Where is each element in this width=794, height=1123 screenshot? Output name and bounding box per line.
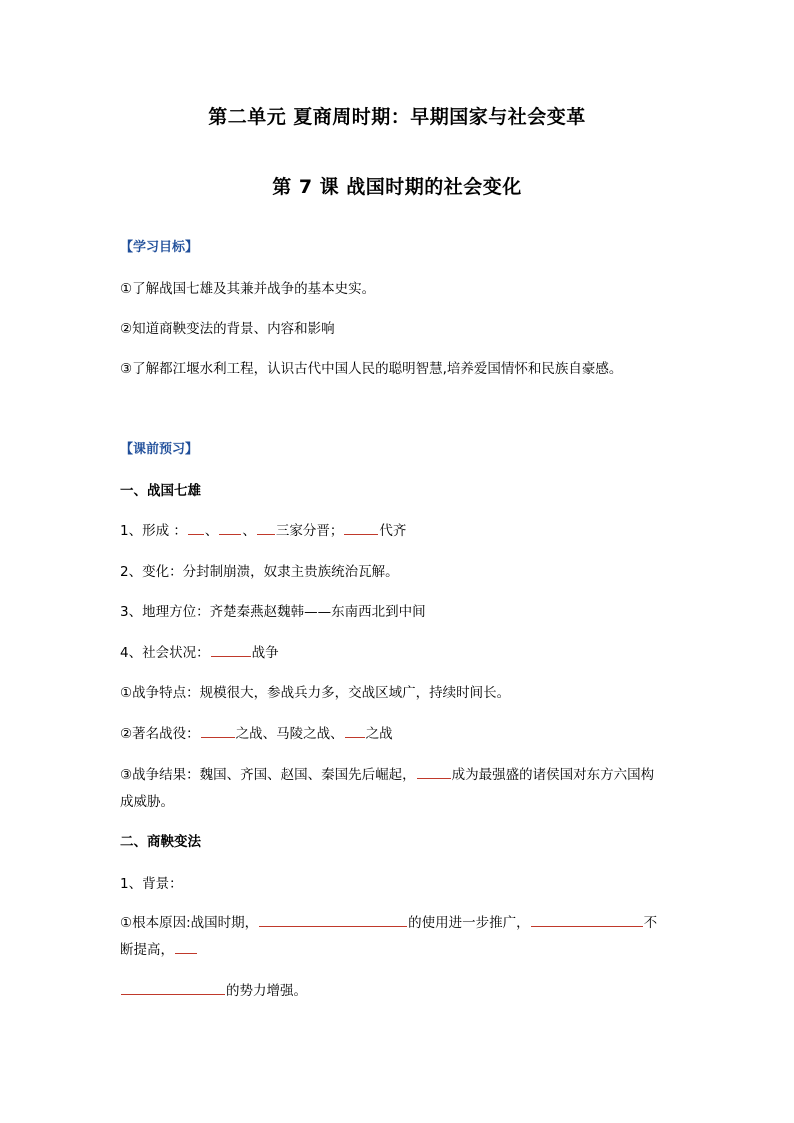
fill-blank[interactable]	[121, 980, 225, 995]
fill-blank[interactable]	[257, 520, 275, 535]
fill-blank[interactable]	[344, 520, 378, 535]
fill-blank[interactable]	[219, 520, 241, 535]
item-formation	[120, 519, 406, 539]
preview-tag: 【课前预习】	[120, 442, 199, 457]
item-text: ①根本原因:战国时期，	[120, 915, 259, 931]
section-heading-1: 一、战国七雄	[120, 483, 201, 499]
item-formation-label: 1、形成 ：	[120, 523, 187, 539]
lesson-title: 第 7 课 战国时期的社会变化	[272, 176, 522, 198]
fill-blank[interactable]	[201, 723, 235, 738]
fill-blank[interactable]	[175, 939, 197, 954]
item-text: 代齐	[379, 523, 407, 539]
item-text: 战争	[251, 645, 279, 661]
item-text: 之战	[365, 726, 393, 742]
item-text: 的使用进一步推广，	[408, 915, 530, 931]
item-text: 的势力增强。	[226, 983, 307, 999]
separator: 、	[204, 523, 219, 539]
item-war-features: ①战争特点：规模很大，参战兵力多，交战区域广，持续时间长。	[120, 685, 511, 701]
item-root-cause-cont	[120, 938, 198, 958]
item-text: 4、社会状况：	[120, 645, 210, 661]
item-text: 不	[643, 915, 658, 931]
item-war-result-cont: 成威胁。	[120, 794, 174, 810]
fill-blank[interactable]	[531, 912, 643, 927]
item-text: 之战、马陵之战、	[235, 726, 344, 742]
fill-blank[interactable]	[345, 723, 365, 738]
section-heading-2: 二、商鞅变法	[120, 834, 201, 850]
unit-title: 第二单元 夏商周时期：早期国家与社会变革	[208, 106, 586, 128]
item-root-cause-end	[120, 979, 307, 999]
objectives-tag: 【学习目标】	[120, 240, 199, 255]
item-background: 1、背景：	[120, 876, 183, 892]
item-text: ②著名战役：	[120, 726, 200, 742]
item-text: 成为最强盛的诸侯国对东方六国构	[451, 767, 655, 783]
item-text: 三家分晋；	[275, 523, 344, 539]
item-battles	[120, 722, 393, 742]
item-war-result	[120, 763, 654, 783]
objective-2: ②知道商鞅变法的背景、内容和影响	[120, 321, 335, 337]
fill-blank[interactable]	[211, 642, 251, 657]
item-change: 2、变化：分封制崩溃，奴隶主贵族统治瓦解。	[120, 564, 399, 580]
separator: 、	[242, 523, 256, 539]
item-root-cause	[120, 911, 657, 931]
item-geography: 3、地理方位：齐楚秦燕赵魏韩——东南西北到中间	[120, 604, 426, 620]
item-society	[120, 641, 279, 661]
fill-blank[interactable]	[188, 520, 204, 535]
objective-3: ③了解都江堰水利工程，认识古代中国人民的聪明智慧,培养爱国情怀和民族自豪感。	[120, 361, 623, 377]
objective-1: ①了解战国七雄及其兼并战争的基本史实。	[120, 281, 376, 297]
fill-blank[interactable]	[259, 912, 407, 927]
item-text: 断提高，	[120, 942, 174, 958]
fill-blank[interactable]	[417, 764, 451, 779]
item-text: ③战争结果：魏国、齐国、赵国、秦国先后崛起，	[120, 767, 416, 783]
